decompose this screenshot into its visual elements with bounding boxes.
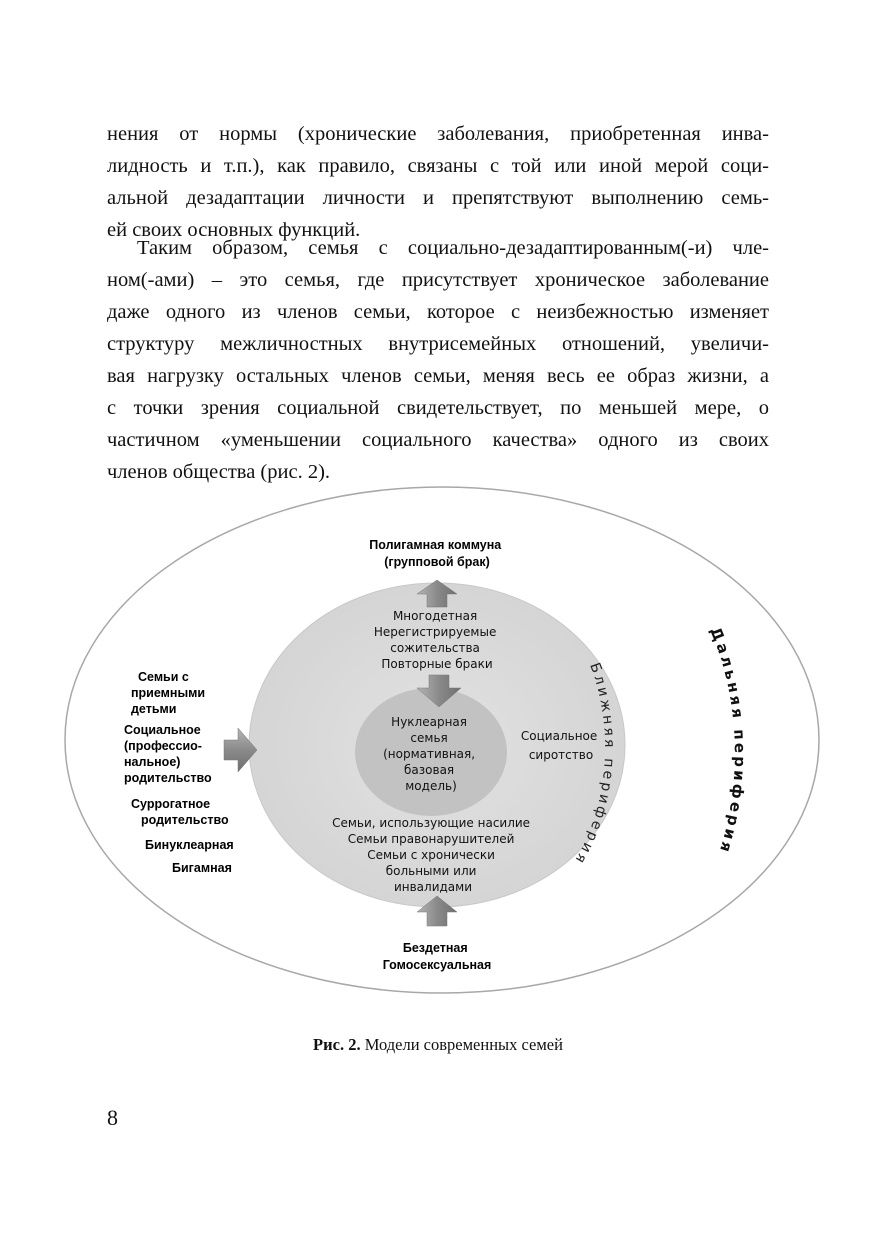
left-label-line: Семьи с [138, 670, 189, 684]
family-models-diagram [0, 470, 876, 1010]
near-right-line: сиротство [528, 748, 594, 762]
outer-ring-label-path: Дальняя периферия [706, 624, 749, 857]
nucleus-line: модель) [405, 779, 457, 793]
paragraph-1-line: нения от нормы (хронические заболевания, приобретенная инва- [107, 123, 769, 145]
bottom-label-line: Гомосексуальная [382, 958, 492, 972]
paragraph-1 [107, 118, 769, 246]
top-label-line: (групповой брак) [384, 555, 490, 569]
paragraph-2-line: структуру межличностных внутрисемейных отношений, увеличи- [107, 333, 769, 355]
nucleus-line: (нормативная, [383, 747, 476, 761]
nucleus-line: Нуклеарная [391, 715, 467, 729]
near-top-line: сожительства [390, 641, 480, 655]
paragraph-1-line: лидность и т.п.), как правило, связаны с той или иной мерой соци- [107, 155, 769, 177]
inner-ring-label-path: Ближняя периферия [570, 660, 618, 869]
left-label-line: Социальное [124, 723, 201, 737]
paragraph-2 [107, 232, 769, 488]
nucleus-line: семья [410, 731, 448, 745]
left-label-line: детьми [131, 702, 177, 716]
near-bottom-line: Семьи правонарушителей [347, 832, 515, 846]
near-top-line: Повторные браки [381, 657, 493, 671]
page-number: 8 [107, 1105, 118, 1130]
paragraph-1-line: альной дезадаптации личности и препятствуют выполнению семь- [107, 187, 769, 209]
left-label-line: нальное) [124, 755, 181, 769]
near-bottom-line: Семьи с хронически [367, 848, 495, 862]
left-label-line: Бигамная [172, 861, 232, 875]
paragraph-2-line: членов общества (рис. 2). [107, 461, 331, 483]
left-label-line: родительство [124, 771, 212, 785]
left-label-line: Суррогатное [131, 797, 211, 811]
left-label-line: (профессио- [124, 739, 202, 753]
paragraph-2-line: вая нагрузку остальных членов семьи, меняя весь ее образ жизни, а [107, 365, 769, 387]
paragraph-2-line: частичном «уменьшении социального качества» одного из своих [107, 429, 769, 451]
left-label-line: приемными [131, 686, 206, 700]
paragraph-1-line: ей своих основных функций. [107, 219, 361, 241]
left-label-line: родительство [141, 813, 229, 827]
caption-text: Модели современных семей [364, 1035, 563, 1054]
paragraph-2-line: ном(-ами) – это семья, где присутствует хроническое заболевание [107, 269, 769, 291]
left-label-line: Бинуклеарная [145, 838, 234, 852]
near-bottom-line: больными или [385, 864, 477, 878]
bottom-label-line: Бездетная [402, 941, 468, 955]
caption-number: Рис. 2. [313, 1035, 361, 1054]
near-bottom-line: инвалидами [393, 880, 473, 894]
near-bottom-line: Семьи, использующие насилие [332, 816, 531, 830]
near-top-line: Многодетная [392, 609, 478, 623]
paragraph-2-line: даже одного из членов семьи, которое с неизбежностью изменяет [107, 301, 769, 323]
top-label-line: Полигамная коммуна [369, 538, 502, 552]
paragraph-2-line: с точки зрения социальной свидетельствует, по меньшей мере, о [107, 397, 769, 419]
near-right-line: Социальное [520, 729, 598, 743]
near-top-line: Нерегистрируемые [373, 625, 497, 639]
figure-caption [0, 1035, 876, 1055]
paragraph-2-line: Таким образом, семья с социально-дезадаптированным(-и) чле- [137, 237, 769, 259]
nucleus-line: базовая [404, 763, 455, 777]
